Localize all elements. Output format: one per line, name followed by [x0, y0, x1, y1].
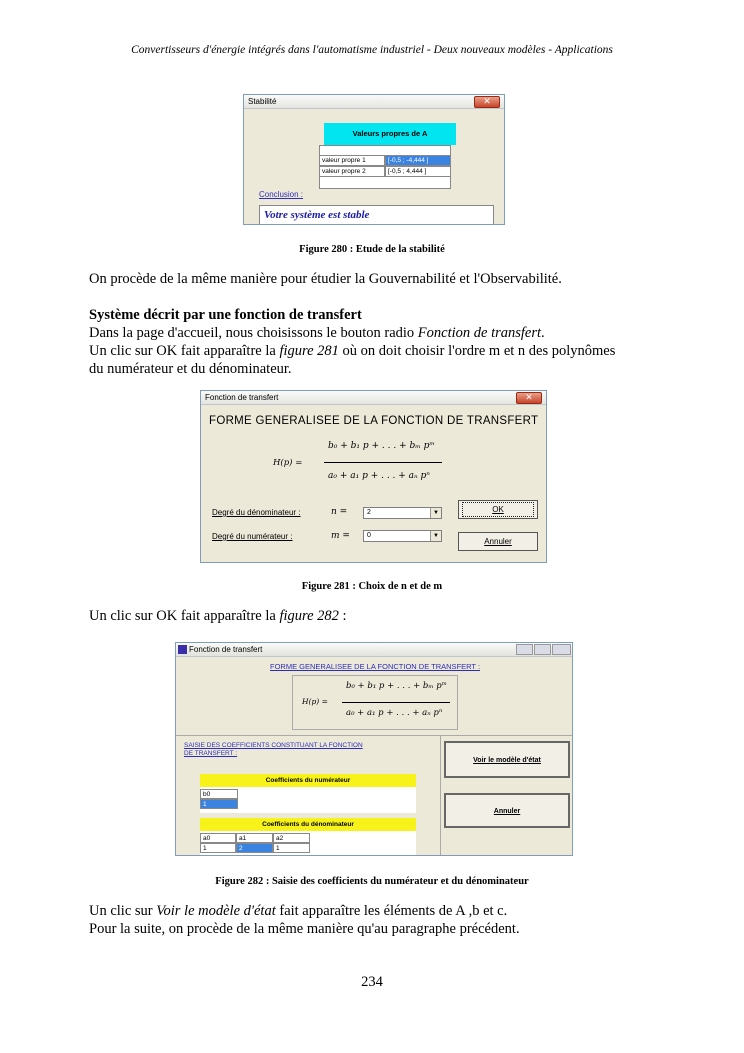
numerator-formula: b₀ + b₁ p + . . . + bₘ pᵐ: [346, 681, 447, 691]
fraction-bar: [324, 462, 442, 463]
form-heading: FORME GENERALISEE DE LA FONCTION DE TRANSFERT: [209, 415, 539, 427]
numerator-degree-label: Degré du numérateur :: [212, 532, 293, 541]
eigenvalue-2-value[interactable]: [-0,5 ; 4,444 ]: [385, 166, 451, 177]
eigenvalue-1-label: valeur propre 1: [319, 155, 385, 166]
close-icon[interactable]: ✕: [474, 96, 500, 108]
transfer-order-titlebar: [201, 391, 546, 405]
figure-280-caption: Figure 280 : Etude de la stabilité: [299, 244, 445, 255]
figure-281-caption: Figure 281 : Choix de n et de m: [301, 581, 443, 592]
chevron-down-icon[interactable]: ▼: [430, 508, 441, 518]
close-icon[interactable]: ✕: [516, 392, 542, 404]
numerator-value-b0[interactable]: 1: [200, 799, 238, 809]
denominator-degree-label: Degré du dénominateur :: [212, 508, 301, 517]
eigenvalue-2-label: valeur propre 2: [319, 166, 385, 177]
paragraph-3-cont: du numérateur et du dénominateur.: [89, 361, 292, 377]
paragraph-1: On procède de la même manière pour étudier la Gouvernabilité et l'Observabilité.: [89, 271, 562, 287]
eigenvalue-1-value[interactable]: [-0,5 ; -4,444 ]: [385, 155, 451, 166]
saisie-label-1: SAISIE DES COEFFICIENTS CONSTITUANT LA FONCTION: [184, 742, 363, 749]
separator-line: [176, 735, 573, 736]
figure-282-caption: Figure 282 : Saisie des coefficients du numérateur et du dénominateur: [215, 876, 529, 887]
coefficients-window: [175, 642, 573, 856]
numerator-degree-select[interactable]: 0 ▼: [363, 530, 442, 542]
m-var: m =: [331, 531, 350, 541]
cancel-button[interactable]: Annuler: [458, 532, 538, 551]
app-icon: [178, 645, 187, 654]
maximize-icon[interactable]: [534, 644, 551, 655]
paragraph-2: Dans la page d'accueil, nous choisissons le bouton radio Fonction de transfert.: [89, 325, 545, 341]
hp-label: H(p) =: [302, 697, 328, 706]
coefficients-title: Fonction de transfert: [189, 645, 263, 654]
stability-window: [243, 94, 505, 225]
window-buttons: [516, 644, 572, 655]
chevron-down-icon[interactable]: ▼: [430, 531, 441, 541]
denominator-header: Coefficients du dénominateur: [200, 818, 416, 831]
conclusion-label: Conclusion :: [259, 190, 304, 199]
cancel-button[interactable]: Annuler: [444, 793, 570, 828]
running-header: Convertisseurs d'énergie intégrés dans l'automatisme industriel - Deux nouveaux modèles - Applications: [131, 44, 613, 56]
page-number: 234: [361, 974, 383, 990]
saisie-label-2: DE TRANSFERT :: [184, 750, 238, 757]
section-title: Système décrit par une fonction de transfert: [89, 307, 362, 323]
voir-modele-button[interactable]: Voir le modèle d'état: [444, 741, 570, 778]
numerator-col-b0: b0: [200, 789, 238, 799]
transfer-order-title: Fonction de transfert: [205, 393, 279, 402]
conclusion-box: Votre système est stable: [259, 205, 494, 225]
form-heading: FORME GENERALISEE DE LA FONCTION DE TRANSFERT :: [270, 662, 481, 671]
denominator-formula: a₀ + a₁ p + . . . + aₙ pⁿ: [328, 471, 430, 481]
ok-button[interactable]: OK: [458, 500, 538, 519]
stability-titlebar: [244, 95, 504, 109]
denominator-value-a2[interactable]: 1: [273, 843, 310, 853]
transfer-order-window: [200, 390, 547, 563]
denominator-col-a0: a0: [200, 833, 236, 843]
eigenvalues-heading: Valeurs propres de A: [324, 123, 456, 145]
numerator-header: Coefficients du numérateur: [200, 774, 416, 787]
fraction-bar: [342, 702, 450, 703]
denominator-col-a1: a1: [236, 833, 273, 843]
hp-label: H(p) =: [273, 458, 303, 468]
numerator-formula: b₀ + b₁ p + . . . + bₘ pᵐ: [328, 441, 435, 451]
paragraph-5: Un clic sur Voir le modèle d'état fait apparaître les éléments de A ,b et c.: [89, 903, 508, 919]
close-icon[interactable]: [552, 644, 571, 655]
paragraph-6: Pour la suite, on procède de la même manière qu'au paragraphe précédent.: [89, 921, 520, 937]
paragraph-3: Un clic sur OK fait apparaître la figure 281 où on doit choisir l'ordre m et n des polynômes: [89, 343, 616, 359]
denominator-col-a2: a2: [273, 833, 310, 843]
stability-title: Stabilité: [248, 97, 277, 106]
n-var: n =: [331, 507, 348, 517]
denominator-value-a1[interactable]: 2: [236, 843, 273, 853]
right-panel-divider: [440, 735, 441, 856]
paragraph-4: Un clic sur OK fait apparaître la figure 282 :: [89, 608, 347, 624]
denominator-degree-select[interactable]: 2 ▼: [363, 507, 442, 519]
denominator-formula: a₀ + a₁ p + . . . + aₙ pⁿ: [346, 708, 443, 718]
denominator-value-a0[interactable]: 1: [200, 843, 236, 853]
minimize-icon[interactable]: [516, 644, 533, 655]
